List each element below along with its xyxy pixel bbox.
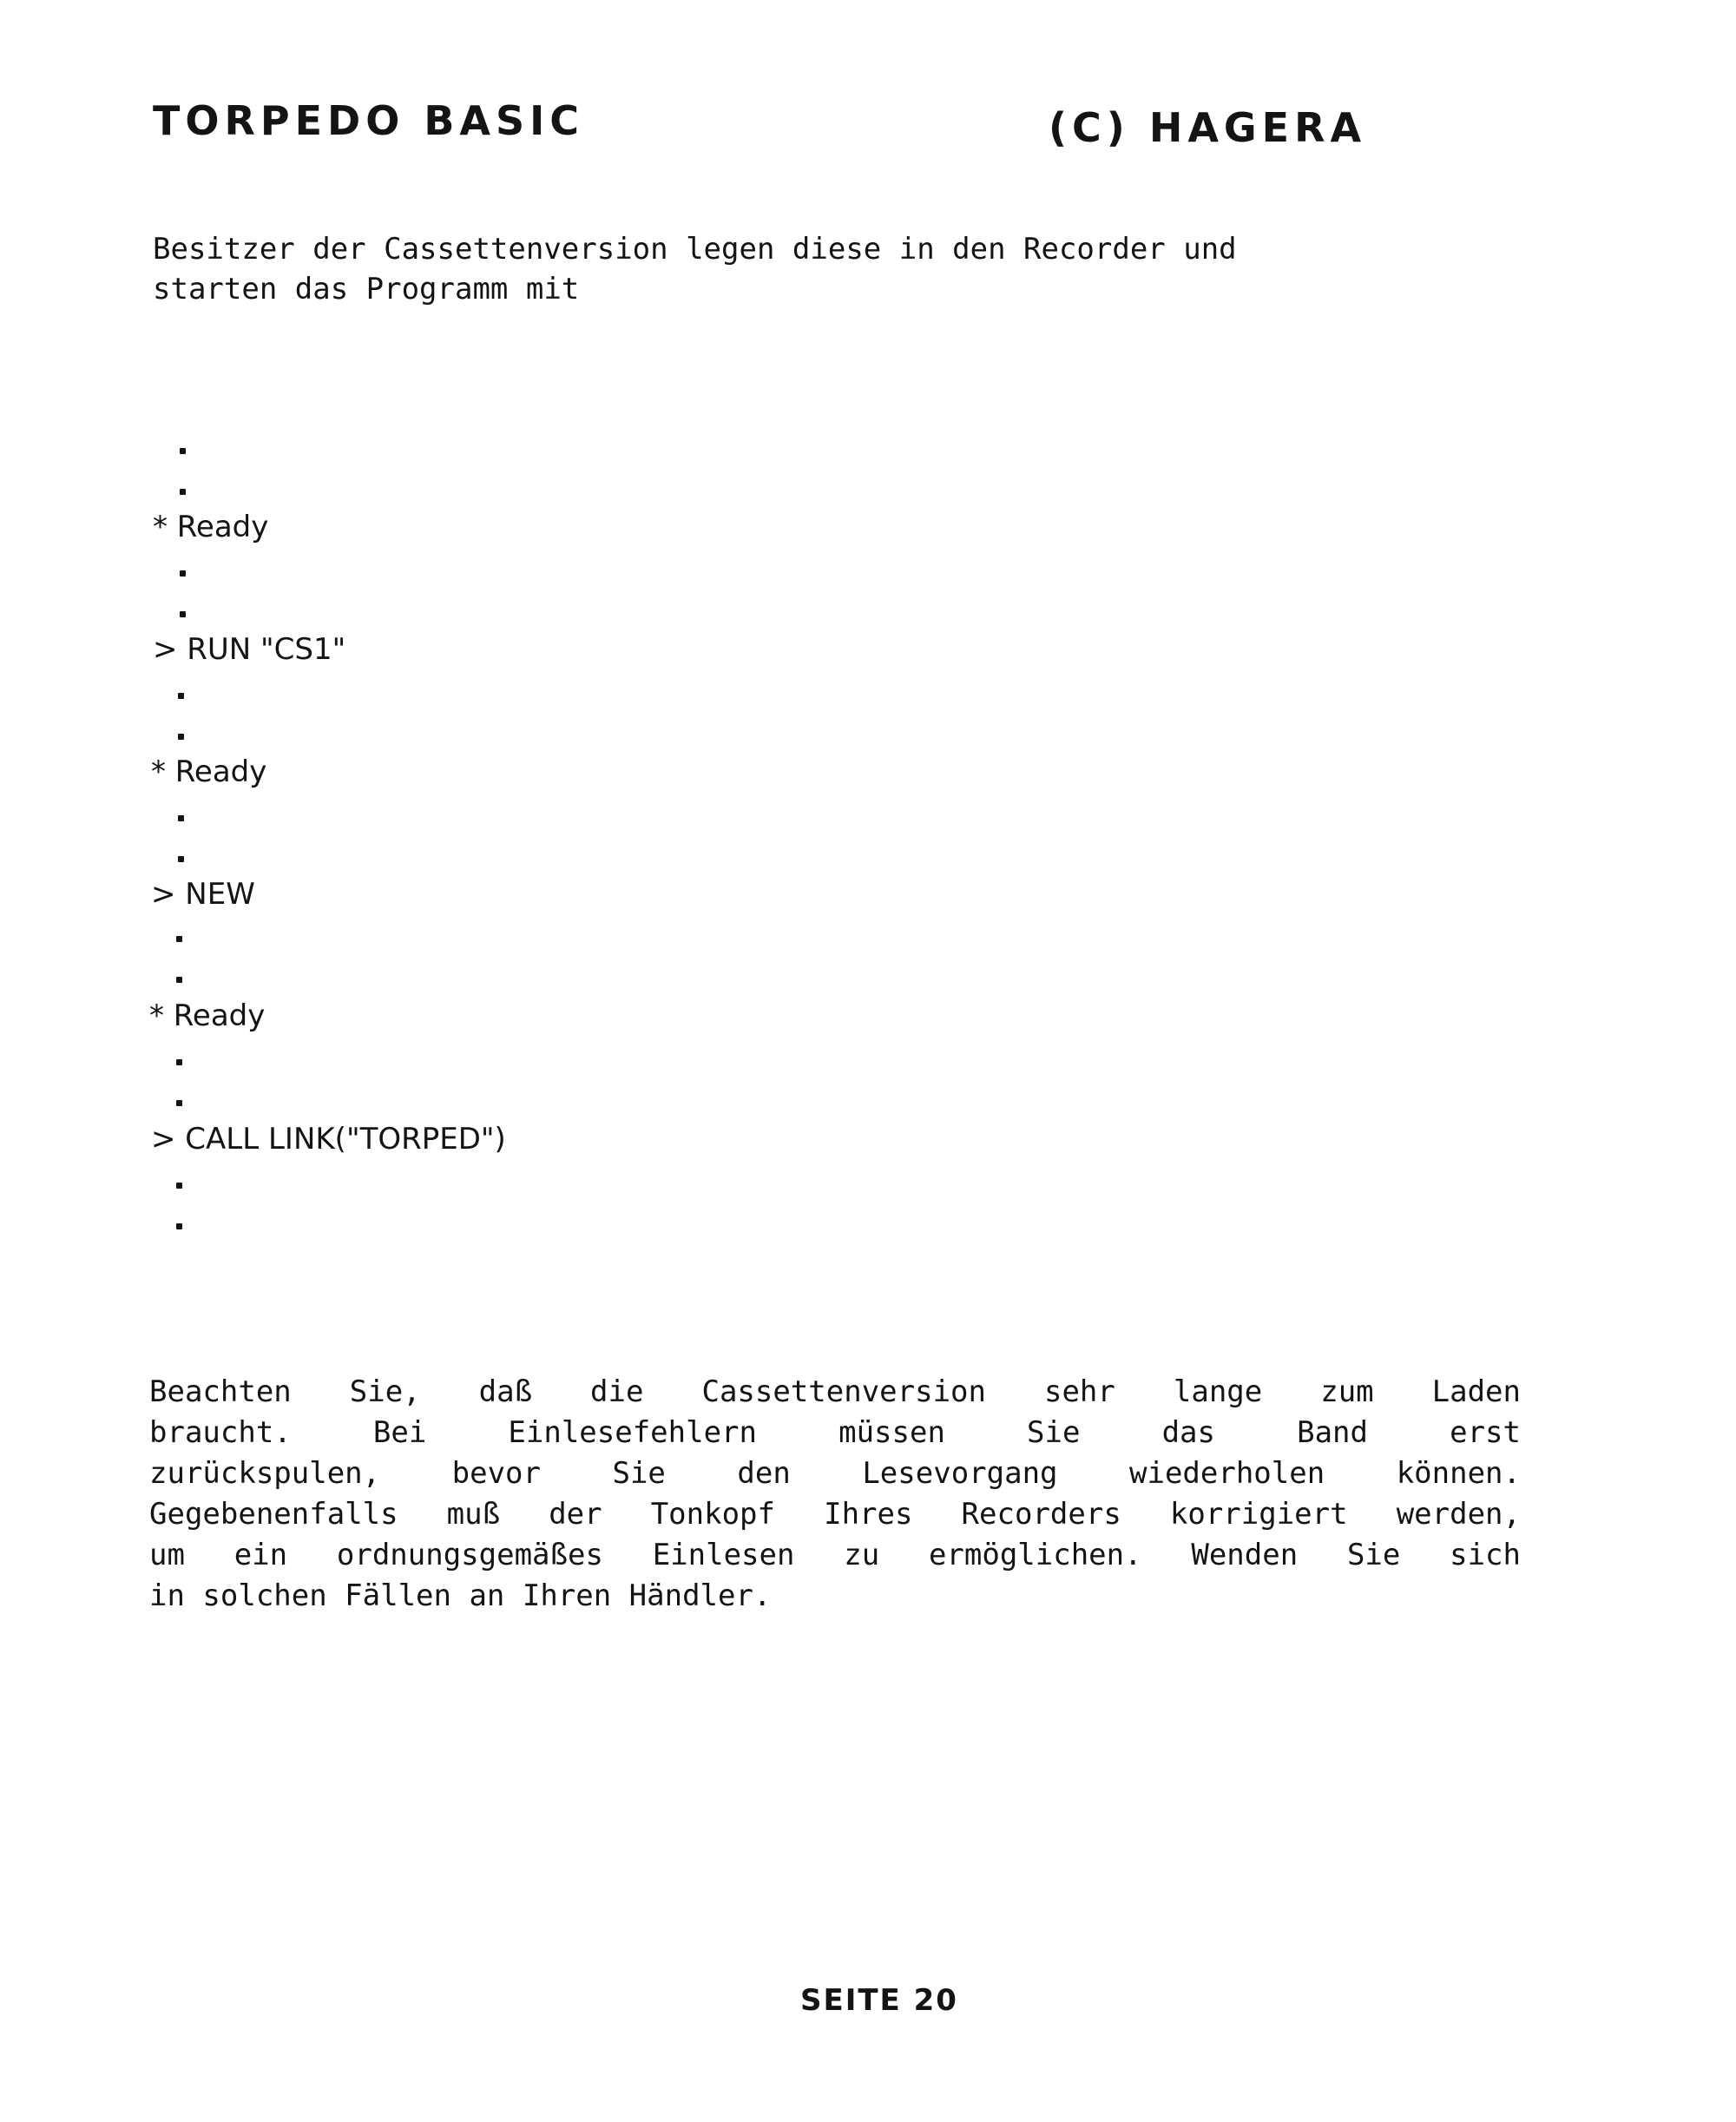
separator-dot: [176, 936, 182, 942]
separator-dot: [176, 1223, 182, 1229]
separator-dot: [176, 1183, 182, 1189]
terminal-line-run: > RUN "CS1": [153, 632, 346, 667]
terminal-line-ready: * Ready: [149, 998, 266, 1033]
intro-line-2: starten das Programm mit: [153, 272, 580, 306]
note-line-2: braucht. Bei Einlesefehlern müssen Sie das Band erst: [149, 1415, 1521, 1450]
terminal-line-new: > NEW: [151, 877, 255, 912]
separator-dot: [180, 448, 186, 454]
separator-dot: [178, 856, 184, 862]
page-number: SEITE 20: [800, 1983, 958, 2018]
separator-dot: [176, 977, 182, 983]
note-line-1: Beachten Sie, daß die Cassettenversion sehr lange zum Laden: [149, 1374, 1521, 1409]
separator-dot: [178, 815, 184, 821]
note-line-6: in solchen Fällen an Ihren Händler.: [149, 1578, 772, 1613]
separator-dot: [178, 693, 184, 699]
copyright-notice: (C) HAGERA: [1049, 104, 1367, 151]
document-title: TORPEDO BASIC: [153, 97, 585, 144]
separator-dot: [180, 611, 186, 617]
terminal-line-ready: * Ready: [151, 755, 267, 789]
terminal-line-ready: * Ready: [153, 510, 269, 544]
note-line-5: um ein ordnungsgemäßes Einlesen zu ermöglichen. Wenden Sie sich: [149, 1538, 1521, 1572]
terminal-line-call-link: > CALL LINK("TORPED"): [151, 1122, 506, 1157]
separator-dot: [180, 570, 186, 577]
note-line-4: Gegebenenfalls muß der Tonkopf Ihres Recorders korrigiert werden,: [149, 1497, 1521, 1532]
separator-dot: [180, 489, 186, 495]
separator-dot: [176, 1100, 182, 1106]
separator-dot: [178, 734, 184, 740]
note-line-3: zurückspulen, bevor Sie den Lesevorgang wiederholen können.: [149, 1456, 1521, 1491]
separator-dot: [176, 1059, 182, 1065]
intro-line-1: Besitzer der Cassettenversion legen diese in den Recorder und: [153, 232, 1237, 267]
